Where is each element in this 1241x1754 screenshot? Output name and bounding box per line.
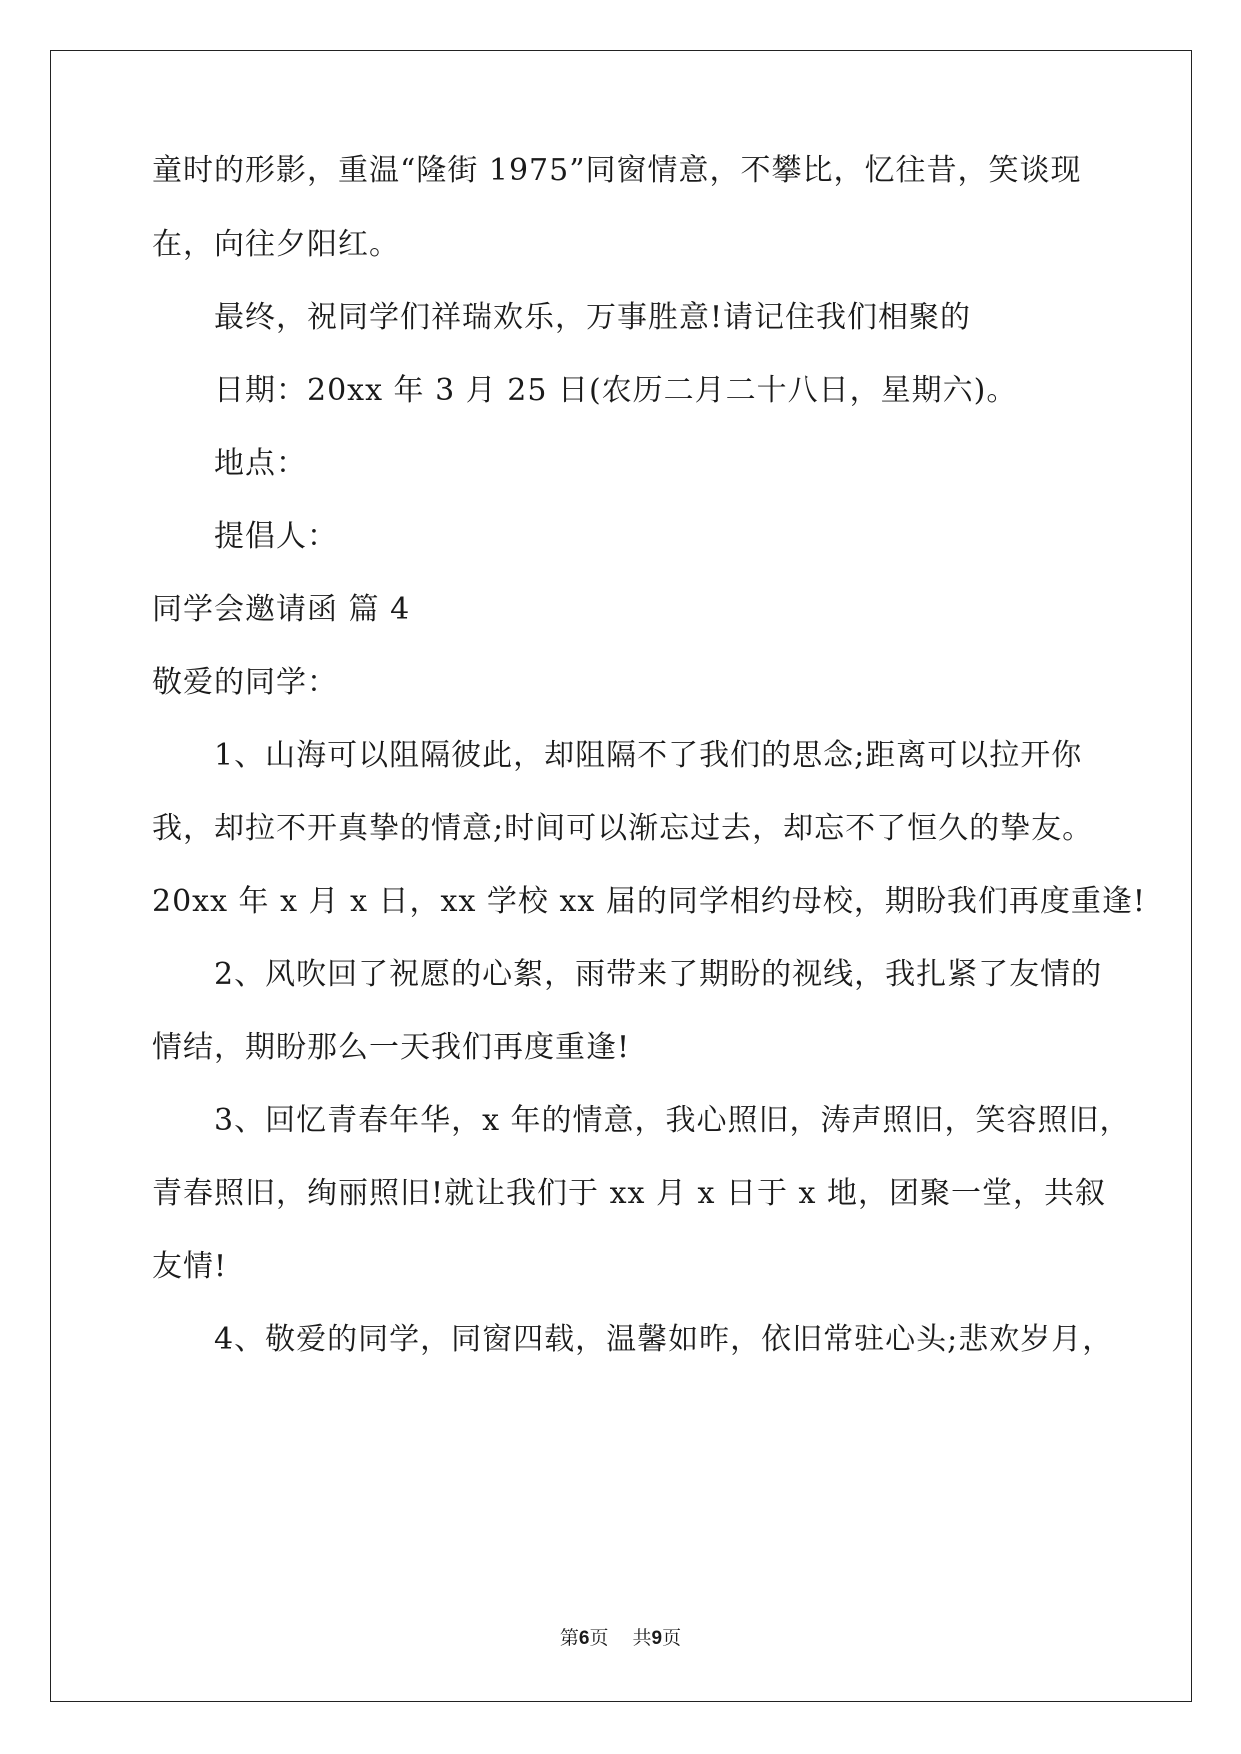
paragraph-line: 童时的形影，重温“隆街 1975”同窗情意，不攀比，忆往昔，笑谈现 <box>152 153 1082 188</box>
paragraph-line: 1、山海可以阻隔彼此，却阻隔不了我们的思念;距离可以拉开你 <box>214 738 1083 773</box>
paragraph-line: 友情! <box>152 1249 228 1284</box>
page-footer <box>0 1626 1241 1651</box>
section-heading: 同学会邀请函 篇 4 <box>152 592 411 627</box>
date-line: 日期：20xx 年 3 月 25 日(农历二月二十八日，星期六)。 <box>214 373 1018 408</box>
page-prefix: 第 <box>559 1627 579 1649</box>
paragraph-line: 我，却拉不开真挚的情意;时间可以渐忘过去，却忘不了恒久的挚友。 <box>152 811 1094 846</box>
total-page-number: 9 <box>651 1628 663 1649</box>
current-page-number: 6 <box>578 1628 590 1649</box>
paragraph-line: 3、回忆青春年华，x 年的情意，我心照旧，涛声照旧，笑容照旧， <box>214 1103 1131 1138</box>
paragraph-line: 4、敬爱的同学，同窗四载，温馨如昨，依旧常驻心头;悲欢岁月， <box>214 1322 1114 1357</box>
page-border <box>50 50 1192 1702</box>
paragraph-line: 20xx 年 x 月 x 日，xx 学校 xx 届的同学相约母校，期盼我们再度重逢! <box>152 884 1146 919</box>
paragraph-line: 最终，祝同学们祥瑞欢乐，万事胜意!请记住我们相聚的 <box>214 300 972 335</box>
paragraph-line: 2、风吹回了祝愿的心絮，雨带来了期盼的视线，我扎紧了友情的 <box>214 957 1103 992</box>
paragraph-line: 情结，期盼那么一天我们再度重逢! <box>152 1030 631 1065</box>
salutation: 敬爱的同学： <box>152 665 338 700</box>
total-suffix: 页 <box>662 1627 682 1649</box>
paragraph-line: 在，向往夕阳红。 <box>152 227 400 262</box>
paragraph-line: 青春照旧，绚丽照旧!就让我们于 xx 月 x 日于 x 地，团聚一堂，共叙 <box>152 1176 1106 1211</box>
total-prefix: 共 <box>632 1627 652 1649</box>
location-line: 地点： <box>214 446 307 481</box>
initiator-line: 提倡人： <box>214 519 338 554</box>
page-suffix: 页 <box>589 1627 609 1649</box>
